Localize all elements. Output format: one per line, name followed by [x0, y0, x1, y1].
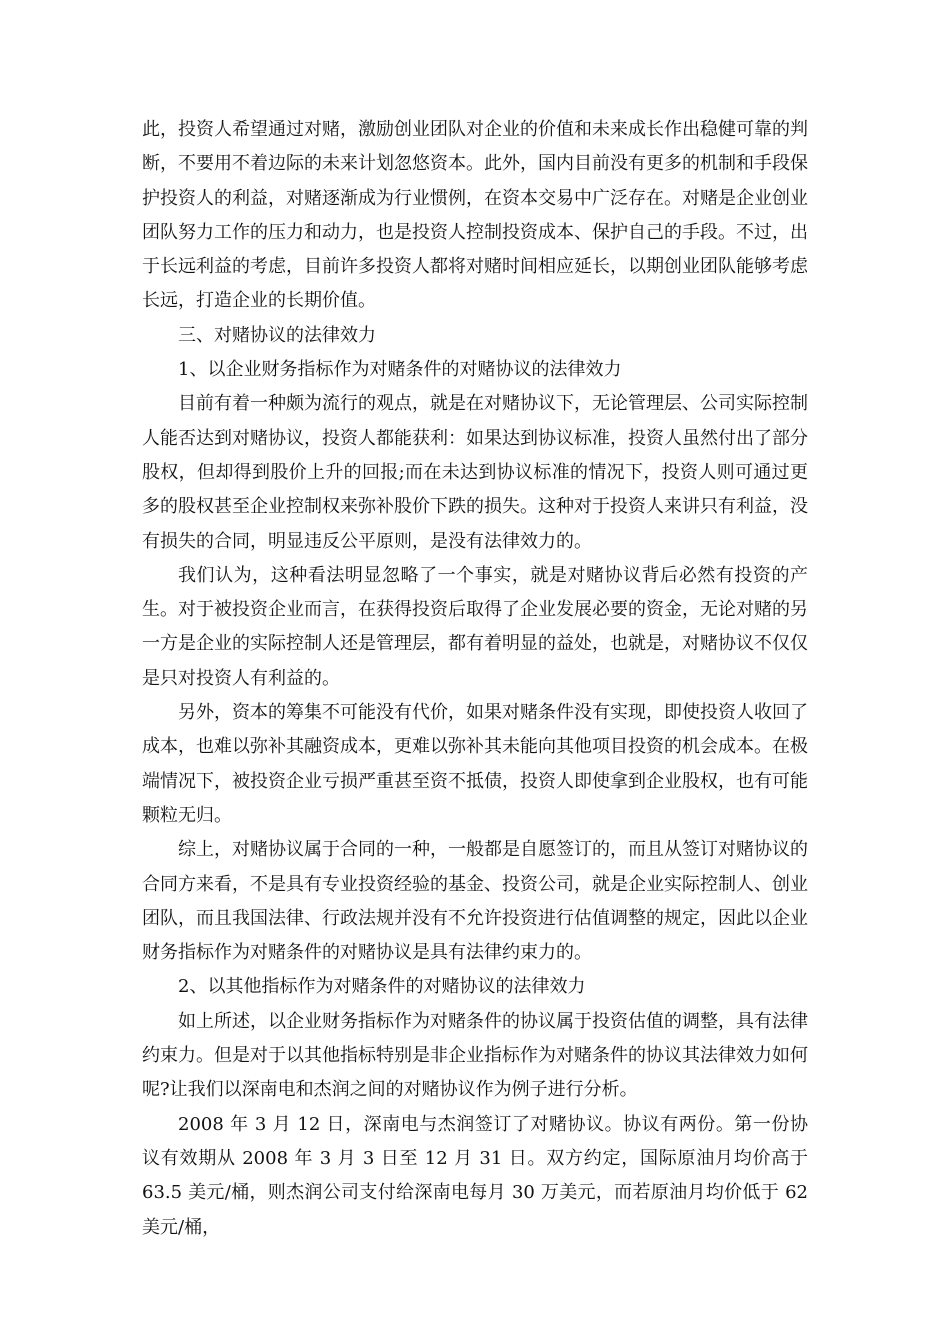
paragraph: 另外，资本的筹集不可能没有代价，如果对赌条件没有实现，即使投资人收回了成本，也难以弥补其融资成本，更难以弥补其未能向其他项目投资的机会成本。在极端情况下，被投资企业亏损严重甚至资不抵债，投资人即使拿到企业股权，也有可能颗粒无归。: [142, 702, 808, 826]
paragraph: 目前有着一种颇为流行的观点，就是在对赌协议下，无论管理层、公司实际控制人能否达到对赌协议，投资人都能获利：如果达到协议标准，投资人虽然付出了部分股权，但却得到股价上升的回报;而在未达到协议标准的情况下，投资人则可通过更多的股权甚至企业控制权来弥补股价下跌的损失。这种对于投资人来讲只有利益，没有损失的合同，明显违反公平原则，是没有法律效力的。: [142, 393, 808, 552]
subsection-heading-financial-indicators: 1、以企业财务指标作为对赌条件的对赌协议的法律效力: [178, 359, 622, 381]
paragraph-continued: 此，投资人希望通过对赌，激励创业团队对企业的价值和未来成长作出稳健可靠的判断，不要用不着边际的未来计划忽悠资本。此外，国内目前没有更多的机制和手段保护投资人的利益，对赌逐渐成为行业惯例，在资本交易中广泛存在。对赌是企业创业团队努力工作的压力和动力，也是投资人控制投资成本、保护自己的手段。不过，出于长远利益的考虑，目前许多投资人都将对赌时间相应延长，以期创业团队能够考虑长远，打造企业的长期价值。: [142, 119, 808, 312]
paragraph: 综上，对赌协议属于合同的一种，一般都是自愿签订的，而且从签订对赌协议的合同方来看，不是具有专业投资经验的基金、投资公司，就是企业实际控制人、创业团队，而且我国法律、行政法规并没有不允许投资进行估值调整的规定，因此以企业财务指标作为对赌条件的对赌协议是具有法律约束力的。: [142, 839, 808, 964]
paragraph: 2008 年 3 月 12 日，深南电与杰润签订了对赌协议。协议有两份。第一份协议有效期从 2008 年 3 月 3 日至 12 月 31 日。双方约定，国际原油月均价高于 63.5 美元/桶，则杰润公司支付给深南电每月 30 万美元，而若原油月均价低于 62 美元/桶，: [142, 1113, 808, 1238]
section-heading-legal-effect: 三、对赌协议的法律效力: [178, 324, 376, 346]
paragraph: 我们认为，这种看法明显忽略了一个事实，就是对赌协议背后必然有投资的产生。对于被投资企业而言，在获得投资后取得了企业发展必要的资金，无论对赌的另一方是企业的实际控制人还是管理层，都有着明显的益处，也就是，对赌协议不仅仅是只对投资人有利益的。: [142, 564, 808, 689]
paragraph: 如上所述，以企业财务指标作为对赌条件的协议属于投资估值的调整，具有法律约束力。但是对于以其他指标特别是非企业指标作为对赌条件的协议其法律效力如何呢?让我们以深南电和杰润之间的对赌协议作为例子进行分析。: [142, 1010, 808, 1101]
subsection-heading-other-indicators: 2、以其他指标作为对赌条件的对赌协议的法律效力: [178, 976, 586, 998]
document-body: [142, 113, 808, 1245]
